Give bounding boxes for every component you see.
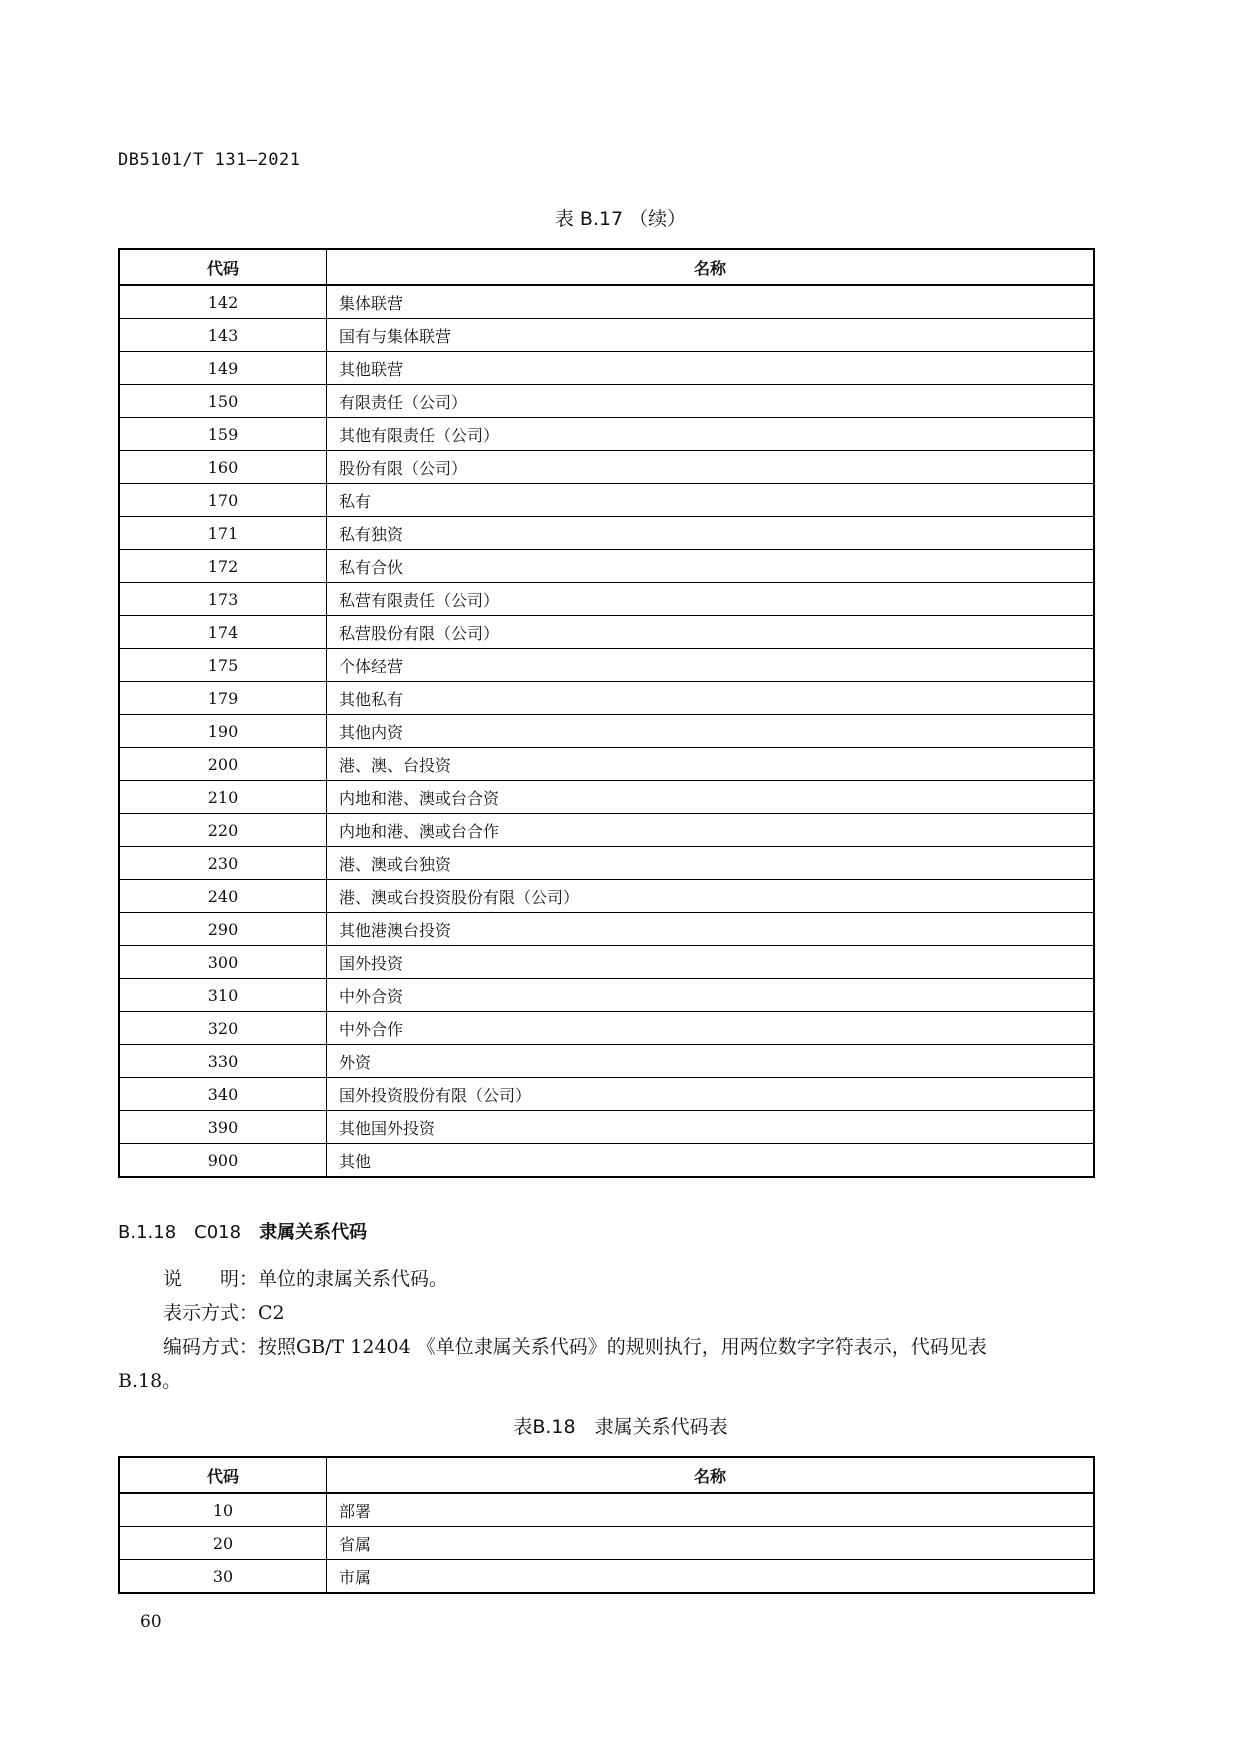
table-header-row: [119, 1457, 1094, 1493]
code-cell: 900: [119, 1144, 327, 1178]
code-cell: 170: [119, 484, 327, 517]
table-row: [119, 946, 1094, 979]
table-header-row: [119, 249, 1094, 285]
table-row: [119, 1493, 1094, 1527]
name-cell: 中外合资: [327, 979, 1095, 1012]
name-cell: 港、澳、台投资: [327, 748, 1095, 781]
name-cell: 部署: [327, 1493, 1095, 1527]
table-row: [119, 1144, 1094, 1178]
section-number: B.1.18: [118, 1222, 177, 1243]
table-b18: [118, 1456, 1095, 1594]
code-cell: 330: [119, 1045, 327, 1078]
code-cell: 142: [119, 285, 327, 319]
code-cell: 20: [119, 1527, 327, 1560]
name-cell: 其他港澳台投资: [327, 913, 1095, 946]
name-cell: 内地和港、澳或台合作: [327, 814, 1095, 847]
table-row: [119, 979, 1094, 1012]
table-row: [119, 550, 1094, 583]
name-cell: 外资: [327, 1045, 1095, 1078]
table-row: [119, 682, 1094, 715]
table-row: [119, 880, 1094, 913]
code-cell: 143: [119, 319, 327, 352]
name-cell: 国外投资: [327, 946, 1095, 979]
name-cell: 私有独资: [327, 517, 1095, 550]
table-row: [119, 1111, 1094, 1144]
code-cell: 149: [119, 352, 327, 385]
name-cell: 私营有限责任（公司）: [327, 583, 1095, 616]
name-cell: 中外合作: [327, 1012, 1095, 1045]
name-cell: 私有: [327, 484, 1095, 517]
encoding-paragraph: [118, 1330, 1095, 1398]
table-row: [119, 1527, 1094, 1560]
name-cell: 有限责任（公司）: [327, 385, 1095, 418]
table-row: [119, 913, 1094, 946]
table-row: [119, 517, 1094, 550]
code-cell: 320: [119, 1012, 327, 1045]
name-cell: 市属: [327, 1560, 1095, 1594]
table-row: [119, 814, 1094, 847]
table-caption-b17: 表 B.17 （续）: [554, 208, 687, 230]
table-caption-b18: 表B.18 隶属关系代码表: [513, 1416, 728, 1438]
code-cell: 210: [119, 781, 327, 814]
table-row: [119, 451, 1094, 484]
table-row: [119, 847, 1094, 880]
description-paragraph: [118, 1262, 1095, 1296]
encoding-text: 按照GB/T 12404 《单位隶属关系代码》的规则执行，用两位数字字符表示，代码见表: [258, 1336, 987, 1358]
table-row: [119, 418, 1094, 451]
code-cell: 300: [119, 946, 327, 979]
name-cell: 其他联营: [327, 352, 1095, 385]
name-cell: 私有合伙: [327, 550, 1095, 583]
code-cell: 220: [119, 814, 327, 847]
table-row: [119, 1560, 1094, 1594]
encoding-label: 编码方式：: [163, 1336, 259, 1358]
table-row: [119, 352, 1094, 385]
table-row: [119, 1078, 1094, 1111]
column-header-code: 代码: [119, 1457, 327, 1493]
column-header-code: 代码: [119, 249, 327, 285]
name-cell: 私营股份有限（公司）: [327, 616, 1095, 649]
name-cell: 省属: [327, 1527, 1095, 1560]
code-cell: 340: [119, 1078, 327, 1111]
page-number: 60: [140, 1612, 162, 1632]
name-cell: 国有与集体联营: [327, 319, 1095, 352]
table-body: [119, 1493, 1094, 1593]
table-row: [119, 484, 1094, 517]
name-cell: 其他国外投资: [327, 1111, 1095, 1144]
table-row: [119, 715, 1094, 748]
name-cell: 集体联营: [327, 285, 1095, 319]
table-row: [119, 781, 1094, 814]
code-cell: 150: [119, 385, 327, 418]
name-cell: 国外投资股份有限（公司）: [327, 1078, 1095, 1111]
column-header-name: 名称: [327, 1457, 1095, 1493]
code-cell: 310: [119, 979, 327, 1012]
code-cell: 10: [119, 1493, 327, 1527]
code-cell: 172: [119, 550, 327, 583]
encoding-text-continued: B.18。: [118, 1370, 182, 1392]
name-cell: 港、澳或台投资股份有限（公司）: [327, 880, 1095, 913]
section-heading: [118, 1218, 367, 1244]
name-cell: 其他内资: [327, 715, 1095, 748]
code-cell: 179: [119, 682, 327, 715]
table-row: [119, 616, 1094, 649]
section-code: C018: [194, 1222, 242, 1243]
code-cell: 174: [119, 616, 327, 649]
table-row: [119, 1012, 1094, 1045]
section-title: 隶属关系代码: [259, 1222, 368, 1243]
code-cell: 30: [119, 1560, 327, 1594]
code-cell: 390: [119, 1111, 327, 1144]
name-cell: 其他有限责任（公司）: [327, 418, 1095, 451]
name-cell: 港、澳或台独资: [327, 847, 1095, 880]
table-row: [119, 319, 1094, 352]
table-row: [119, 385, 1094, 418]
table-row: [119, 1045, 1094, 1078]
code-cell: 159: [119, 418, 327, 451]
table-body: [119, 285, 1094, 1177]
table-row: [119, 583, 1094, 616]
name-cell: 其他私有: [327, 682, 1095, 715]
document-id: DB5101/T 131—2021: [118, 150, 301, 170]
code-cell: 171: [119, 517, 327, 550]
name-cell: 其他: [327, 1144, 1095, 1178]
code-cell: 290: [119, 913, 327, 946]
representation-label: 表示方式：: [163, 1302, 259, 1324]
code-cell: 230: [119, 847, 327, 880]
table-row: [119, 748, 1094, 781]
code-cell: 190: [119, 715, 327, 748]
table-row: [119, 285, 1094, 319]
table-row: [119, 649, 1094, 682]
description-text: 单位的隶属关系代码。: [258, 1268, 449, 1290]
code-cell: 160: [119, 451, 327, 484]
code-cell: 200: [119, 748, 327, 781]
column-header-name: 名称: [327, 249, 1095, 285]
code-cell: 173: [119, 583, 327, 616]
table-b17: [118, 248, 1095, 1178]
representation-text: C2: [258, 1302, 285, 1324]
name-cell: 个体经营: [327, 649, 1095, 682]
code-cell: 175: [119, 649, 327, 682]
description-label: 说 明：: [163, 1268, 259, 1290]
name-cell: 内地和港、澳或台合资: [327, 781, 1095, 814]
code-cell: 240: [119, 880, 327, 913]
name-cell: 股份有限（公司）: [327, 451, 1095, 484]
representation-paragraph: [118, 1296, 1095, 1330]
